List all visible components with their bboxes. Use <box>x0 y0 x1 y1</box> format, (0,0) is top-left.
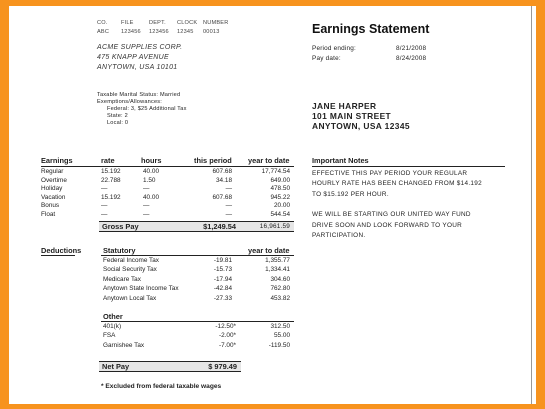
statutory-period: -27.33 <box>213 294 232 302</box>
earnings-hours: 1.50 <box>143 176 156 184</box>
earnings-hours: 40.00 <box>143 193 159 201</box>
net-pay-row <box>99 361 241 372</box>
period-ending-value: 8/21/2008 <box>396 45 427 52</box>
employee-street: 101 MAIN STREET <box>312 111 392 121</box>
employee-name: JANE HARPER <box>312 101 377 111</box>
other-ytd: -119.50 <box>268 341 290 349</box>
code-value: ABC <box>97 29 110 35</box>
code-value: 123456 <box>121 29 141 35</box>
earnings-row <box>41 168 294 176</box>
earnings-row <box>41 194 294 202</box>
period-ending-label: Period ending: <box>312 45 357 52</box>
deductions-rule <box>41 255 75 256</box>
hours-heading: hours <box>141 156 162 165</box>
earnings-row <box>41 185 294 193</box>
earnings-row <box>41 211 294 219</box>
statutory-period: -19.81 <box>213 257 232 264</box>
earnings-row <box>41 202 294 210</box>
other-label: FSA <box>103 332 116 340</box>
code-header: FILE <box>121 20 134 26</box>
statutory-ytd: 1,355.77 <box>265 257 290 264</box>
notes-line: DRIVE SOON AND LOOK FORWARD TO YOUR <box>312 221 463 229</box>
other-period: -12.50* <box>215 323 236 330</box>
statutory-rule <box>101 255 294 256</box>
code-value: 12345 <box>177 29 194 35</box>
company-street: 475 KNAPP AVENUE <box>97 54 169 61</box>
code-header: CLOCK <box>177 20 198 26</box>
earnings-rate: — <box>101 202 108 210</box>
deductions-table <box>41 246 294 376</box>
federal-exemption: Federal: 3, $25 Additional Tax <box>107 106 187 112</box>
statutory-heading: Statutory <box>103 246 136 255</box>
statutory-label: Social Security Tax <box>103 266 157 274</box>
earnings-header-row <box>41 156 294 165</box>
earnings-period: 607.68 <box>212 168 232 175</box>
gross-pay-period: $1,249.54 <box>203 222 236 231</box>
earnings-ytd: 649.00 <box>270 176 290 184</box>
earnings-period: — <box>225 202 232 210</box>
notes-line: PARTICIPATION. <box>312 231 366 239</box>
this-period-heading: this period <box>194 156 232 165</box>
statutory-row <box>41 266 294 274</box>
pay-stub <box>9 6 536 404</box>
earnings-rate: — <box>101 185 108 193</box>
code-header: DEPT. <box>149 20 166 26</box>
other-row <box>41 342 294 350</box>
net-pay-period: $ 979.49 <box>208 362 237 371</box>
earnings-rate: 15.192 <box>101 193 121 201</box>
notes-line: EFFECTIVE THIS PAY PERIOD YOUR REGULAR <box>312 170 468 177</box>
net-pay-label: Net Pay <box>102 362 130 371</box>
pay-date-value: 8/24/2008 <box>396 55 427 62</box>
footnote: * Excluded from federal taxable wages <box>101 383 222 390</box>
gross-pay-row <box>99 221 294 232</box>
notes-line: WE WILL BE STARTING OUR UNITED WAY FUND <box>312 211 471 219</box>
code-header: NUMBER <box>203 20 229 26</box>
earnings-hours: — <box>143 211 150 218</box>
marital-status: Taxable Marital Status: Married <box>97 92 181 98</box>
other-row <box>41 332 294 340</box>
statutory-ytd: 762.80 <box>270 285 290 293</box>
other-period: -2.00* <box>218 332 236 340</box>
other-heading: Other <box>103 312 123 321</box>
earnings-ytd: 478.50 <box>270 185 290 193</box>
notes-line: HOURLY RATE HAS BEEN CHANGED FROM $14.192 <box>312 180 482 188</box>
earnings-rate: — <box>101 211 108 218</box>
other-ytd: 55.00 <box>274 332 290 340</box>
other-period: -7.00* <box>218 341 236 349</box>
gross-pay-label: Gross Pay <box>102 222 139 231</box>
other-row <box>41 323 294 331</box>
earnings-hours: — <box>143 202 150 210</box>
statutory-row <box>41 276 294 284</box>
code-header: CO. <box>97 20 108 26</box>
statutory-ytd: 304.60 <box>270 275 290 283</box>
pay-date-label: Pay date: <box>312 55 341 62</box>
code-value: 00013 <box>203 29 220 35</box>
other-rule <box>101 321 294 322</box>
local-exemption: Local: 0 <box>107 120 129 126</box>
earnings-label: Vacation <box>41 193 66 201</box>
statutory-label: Medicare Tax <box>103 275 141 283</box>
code-value: 123456 <box>149 29 169 35</box>
earnings-hours: — <box>143 185 150 193</box>
notes-title: Important Notes <box>312 156 369 165</box>
earnings-row <box>41 177 294 185</box>
statutory-period: -15.73 <box>213 266 232 274</box>
earnings-label: Float <box>41 211 56 218</box>
rate-heading: rate <box>101 156 115 165</box>
statutory-label: Anytown Local Tax <box>103 294 157 302</box>
notes-rule <box>312 166 505 167</box>
earnings-period: — <box>225 185 232 193</box>
page-edge <box>531 6 532 404</box>
gross-pay-ytd: 16,961.59 <box>259 223 290 230</box>
statutory-ytd: 453.82 <box>270 294 290 302</box>
statutory-ytd: 1,334.41 <box>265 266 290 274</box>
deductions-ytd-heading: year to date <box>248 246 290 255</box>
earnings-ytd: 945.22 <box>270 193 290 201</box>
earnings-ytd: 544.54 <box>270 211 290 218</box>
earnings-period: 34.18 <box>216 176 232 184</box>
other-ytd: 312.50 <box>270 323 290 330</box>
deductions-heading: Deductions <box>41 246 82 255</box>
earnings-label: Bonus <box>41 202 60 210</box>
statutory-row <box>41 295 294 303</box>
company-city: ANYTOWN, USA 10101 <box>97 64 178 71</box>
statutory-row <box>41 257 294 265</box>
earnings-period: 607.68 <box>212 193 232 201</box>
earnings-header-rule <box>41 166 294 167</box>
company-name: ACME SUPPLIES CORP. <box>97 44 183 51</box>
earnings-label: Regular <box>41 168 64 175</box>
earnings-period: — <box>225 211 232 218</box>
earnings-ytd: 20.00 <box>274 202 290 210</box>
earnings-hours: 40.00 <box>143 168 159 175</box>
statutory-period: -17.94 <box>213 275 232 283</box>
statutory-label: Anytown State Income Tax <box>103 285 179 293</box>
earnings-label: Overtime <box>41 176 67 184</box>
state-exemption: State: 2 <box>107 113 128 119</box>
earnings-rate: 15.192 <box>101 168 121 175</box>
other-label: Garnishee Tax <box>103 341 145 349</box>
ytd-heading: year to date <box>248 156 290 165</box>
statutory-label: Federal Income Tax <box>103 257 160 264</box>
earnings-table <box>41 156 294 236</box>
earnings-ytd: 17,774.54 <box>261 168 290 175</box>
statutory-period: -42.84 <box>213 285 232 293</box>
notes-line: TO $15.192 PER HOUR. <box>312 190 389 198</box>
earnings-heading: Earnings <box>41 156 73 165</box>
earnings-rate: 22.788 <box>101 176 121 184</box>
statutory-row <box>41 285 294 293</box>
exemptions-label: Exemptions/Allowances: <box>97 99 163 105</box>
statement-title: Earnings Statement <box>312 22 430 36</box>
employee-city: ANYTOWN, USA 12345 <box>312 121 410 131</box>
other-label: 401(k) <box>103 323 122 330</box>
earnings-label: Holiday <box>41 185 63 193</box>
